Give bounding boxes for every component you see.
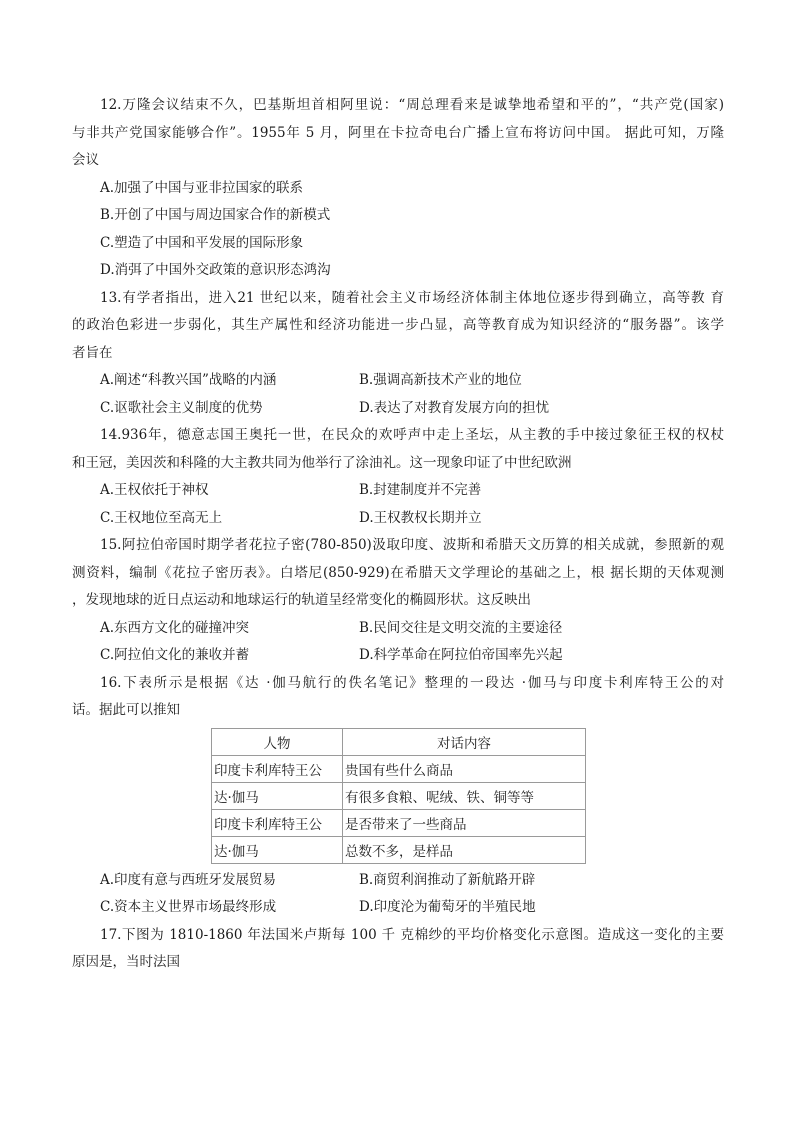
table-cell: 达·伽马 [212,836,343,863]
question-15-stem-line: 15.阿拉伯帝国时期学者花拉子密(780-850)汲取印度、波斯和希腊天文历算的相关成就，参照新的观 [100,537,724,553]
question-13-option-d: D.表达了对教育发展方向的担忧 [359,399,550,416]
question-15-option-d: D.科学革命在阿拉伯帝国率先兴起 [359,647,563,663]
question-13-option-a: A.阐述“科教兴国”战略的内涵 [100,372,277,388]
question-13-option-c: C.讴歌社会主义制度的优势 [100,399,263,416]
question-14-option-b: B.封建制度并不完善 [359,482,482,498]
question-12-option-b: B.开创了中国与周边国家合作的新模式 [100,207,331,223]
question-16 [72,670,724,922]
table-row [212,836,586,863]
question-17-stem-line: 原因是，当时法国 [72,954,180,970]
table-cell: 印度卡利库特王公 [212,809,343,836]
table-cell: 有很多食粮、呢绒、铁、铜等等 [343,782,586,809]
question-13-stem-line: 者旨在 [72,344,113,361]
table-cell: 总数不多，是样品 [343,836,586,863]
question-16-option-c: C.资本主义世界市场最终形成 [100,899,277,915]
question-16-stem-line: 16.下表所示是根据《达 ·伽马航行的佚名笔记》整理的一段达 ·伽马与印度卡利库特王公的对 [100,674,724,691]
question-14-option-c: C.王权地位至高无上 [100,509,223,526]
question-16-options-row [72,894,724,922]
question-13-option-b: B.强调高新技术产业的地位 [359,372,522,388]
dialogue-table [211,728,586,864]
exam-page [72,92,724,977]
question-16-option-d: D.印度沦为葡萄牙的半殖民地 [359,899,536,915]
question-15-option-a: A.东西方文化的碰撞冲突 [100,619,250,636]
question-12-stem-line: 与非共产党国家能够合作”。1955年 5 月，阿里在卡拉奇电台广播上宣布将访问中国。 据此可知，万隆 [72,124,724,141]
question-12-stem-line: 会议 [72,152,99,168]
question-15-stem-line: ，发现地球的近日点运动和地球运行的轨道呈经常变化的椭圆形状。这反映出 [72,592,531,608]
question-13-options-row [72,395,724,423]
question-13 [72,285,724,423]
question-13-stem-line: 的政治色彩进一步弱化，其生产属性和经济功能进一步凸显，高等教育成为知识经济的“服务器”。该学 [72,317,724,333]
table-cell: 印度卡利库特王公 [212,755,343,782]
question-12-stem-line: 12.万隆会议结束不久，巴基斯坦首相阿里说：“周总理看来是诚挚地希望和平的”，“共产党(国家) [100,97,724,113]
question-12-option-d: D.消弭了中国外交政策的意识形态鸿沟 [100,262,331,278]
question-15-options-row [72,642,724,670]
question-14-option-a: A.王权依托于神权 [100,482,209,498]
question-16-stem-line: 话。据此可以推知 [72,702,180,718]
question-14-stem-line: 14.936年，德意志国王奥托一世，在民众的欢呼声中走上圣坛，从主教的手中接过象征王权的权杖 [100,427,724,443]
question-15-stem-line: 测资料，编制《花拉子密历表》。白塔尼(850-929)在希腊天文学理论的基础之上，根 据长期的天体观测 [72,564,724,581]
question-15-options-row [72,615,724,643]
table-row [212,782,586,809]
question-14-options-row [72,505,724,533]
question-13-options-row [72,367,724,395]
question-17-stem-line: 17.下图为 1810-1860 年法国米卢斯每 100 千 克棉纱的平均价格变化示意图。造成这一变化的主要 [100,926,724,943]
question-14 [72,422,724,532]
question-15-option-c: C.阿拉伯文化的兼收并蓄 [100,647,250,663]
table-cell: 是否带来了一些商品 [343,809,586,836]
table-cell: 贵国有些什么商品 [343,755,586,782]
question-13-stem-line: 13.有学者指出，进入21 世纪以来，随着社会主义市场经济体制主体地位逐步得到确立，高等教 育 [100,289,724,306]
question-16-option-b: B.商贸利润推动了新航路开辟 [359,871,536,888]
question-14-option-d: D.王权教权长期并立 [359,509,482,526]
question-14-stem-line: 和王冠，美因茨和科隆的大主教共同为他举行了涂油礼。这一现象印证了中世纪欧洲 [72,454,572,471]
table-row [212,755,586,782]
question-14-options-row [72,477,724,505]
table-cell: 达·伽马 [212,782,343,809]
question-15 [72,532,724,670]
table-header-cell: 对话内容 [343,728,586,755]
question-12-option-c: C.塑造了中国和平发展的国际形象 [100,234,304,251]
question-12-option-a: A.加强了中国与亚非拉国家的联系 [100,179,304,196]
table-row [212,809,586,836]
question-17 [72,922,724,977]
table-header-row [212,728,586,755]
table-header-cell: 人物 [212,728,343,755]
question-16-options-row [72,867,724,895]
question-15-option-b: B.民间交往是文明交流的主要途径 [359,619,563,636]
question-16-option-a: A.印度有意与西班牙发展贸易 [100,871,277,888]
question-12 [72,92,724,285]
